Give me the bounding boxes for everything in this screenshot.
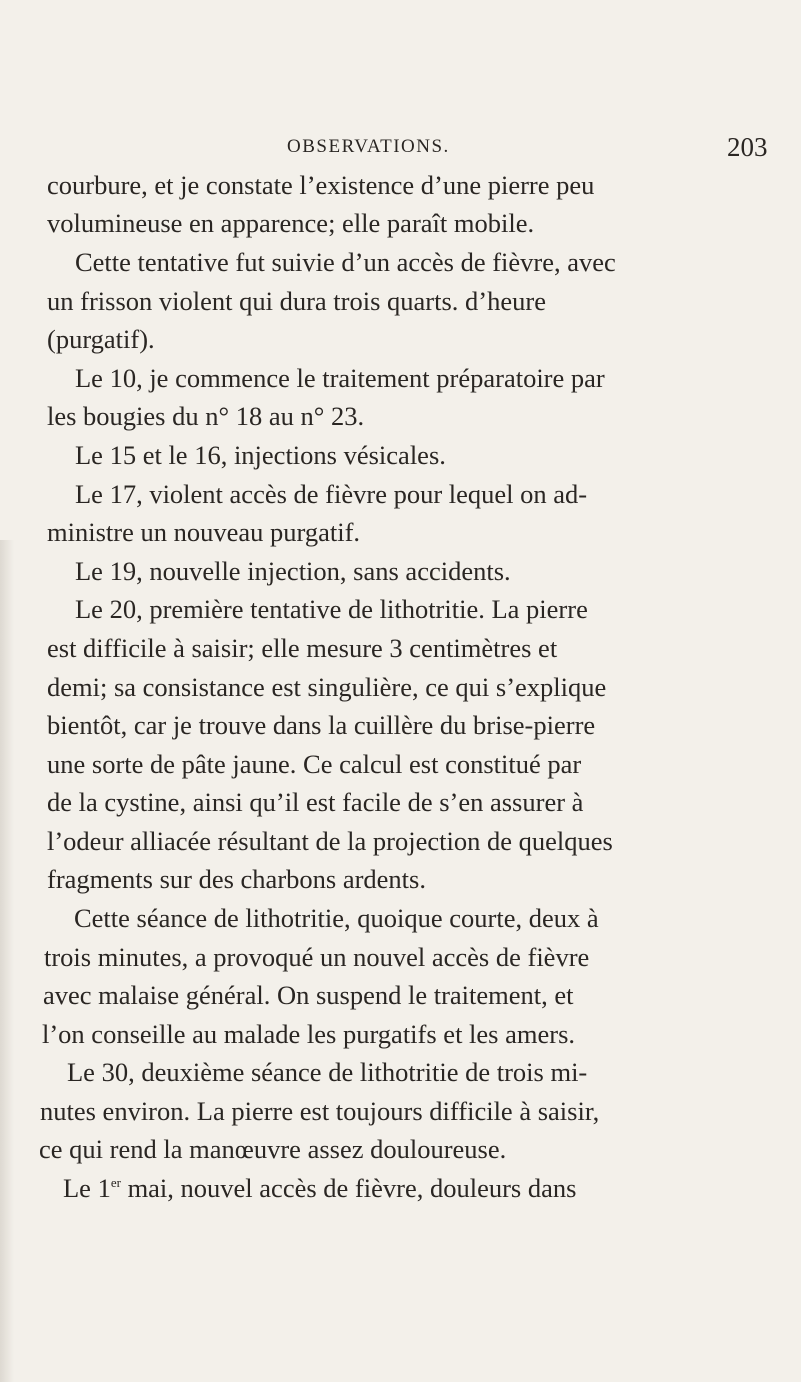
text-line: les bougies du n° 18 au n° 23. <box>47 401 365 431</box>
text-line: est difficile à saisir; elle mesure 3 centimètres et <box>47 633 558 663</box>
text-line: Le 15 et le 16, injections vésicales. <box>75 440 446 470</box>
text-line: Cette tentative fut suivie d’un accès de fièvre, avec <box>75 247 616 277</box>
text-line: l’on conseille au malade les purgatifs et les amers. <box>42 1019 576 1049</box>
text-line: Le 17, violent accès de fièvre pour lequel on ad- <box>75 479 588 509</box>
text-line: (purgatif). <box>47 324 155 354</box>
last-line-rest: mai, nouvel accès de fièvre, douleurs dans <box>120 1173 577 1203</box>
text-line: fragments sur des charbons ardents. <box>47 864 426 894</box>
text-line: l’odeur alliacée résultant de la projection de quelques <box>47 826 613 856</box>
text-line: avec malaise général. On suspend le traitement, et <box>43 980 574 1010</box>
text-line: une sorte de pâte jaune. Ce calcul est constitué par <box>47 749 582 779</box>
text-line: un frisson violent qui dura trois quarts. d’heure <box>47 286 546 316</box>
text-line: Le 19, nouvelle injection, sans accidents. <box>75 556 511 586</box>
binding-shadow <box>0 540 14 1382</box>
page-header <box>0 132 801 166</box>
running-head: OBSERVATIONS. <box>287 136 450 157</box>
text-line: volumineuse en apparence; elle paraît mobile. <box>47 208 535 238</box>
text-line: de la cystine, ainsi qu’il est facile de s’en assurer à <box>47 787 584 817</box>
ordinal-superscript: er <box>110 1175 121 1191</box>
text-line: nutes environ. La pierre est toujours difficile à saisir, <box>40 1096 600 1126</box>
text-line: Le 20, première tentative de lithotritie. La pierre <box>75 594 588 624</box>
page-number: 203 <box>727 132 768 162</box>
last-line-lead: Le 1 <box>63 1173 111 1203</box>
text-line: Le 30, deuxième séance de lithotritie de trois mi- <box>67 1057 588 1087</box>
text-line: ministre un nouveau purgatif. <box>47 517 361 547</box>
text-line: bientôt, car je trouve dans la cuillère du brise-pierre <box>47 710 596 740</box>
text-line: courbure, et je constate l’existence d’une pierre peu <box>47 170 595 200</box>
text-line: demi; sa consistance est singulière, ce qui s’explique <box>47 672 607 702</box>
text-line: ce qui rend la manœuvre assez douloureuse. <box>39 1134 507 1164</box>
text-line: Cette séance de lithotritie, quoique courte, deux à <box>74 903 599 933</box>
text-line-last <box>63 1175 576 1202</box>
text-line: Le 10, je commence le traitement préparatoire par <box>75 363 605 393</box>
text-line: trois minutes, a provoqué un nouvel accès de fièvre <box>44 942 590 972</box>
